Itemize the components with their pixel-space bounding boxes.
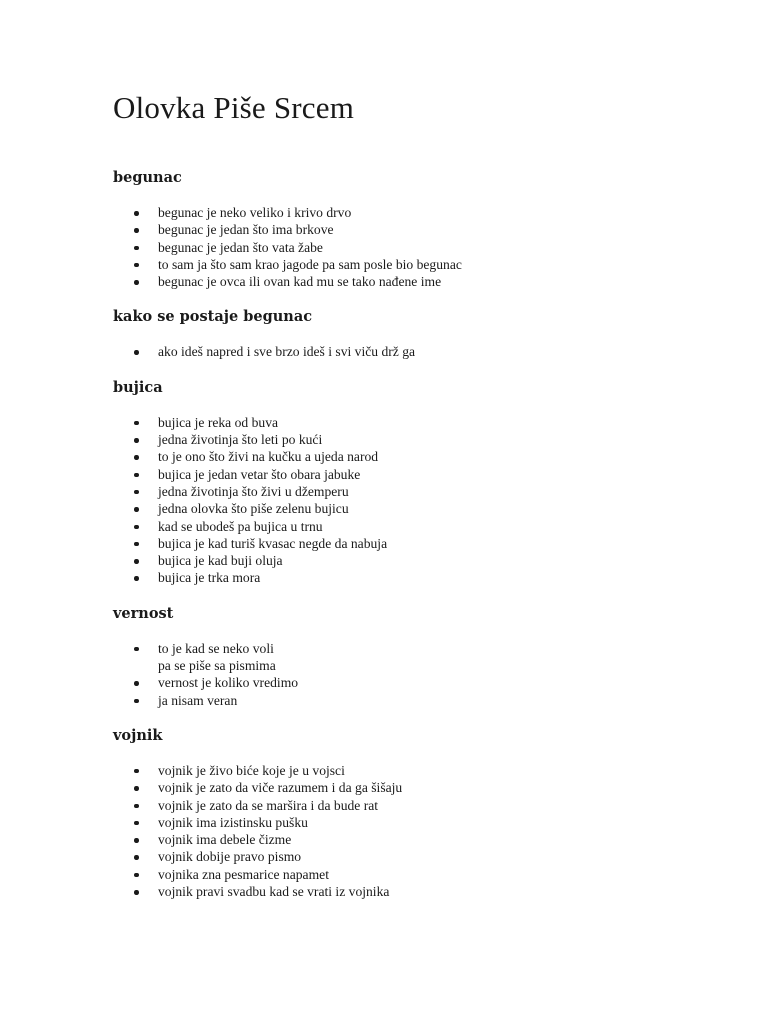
bullet-dot-icon	[134, 525, 139, 530]
list-item	[113, 343, 713, 360]
list-item	[113, 797, 713, 814]
section-heading: vernost	[113, 604, 174, 622]
list-item-text: bujica je kad turiš kvasac negde da nabuja	[158, 535, 388, 551]
list-item-text: jedna životinja što živi u džemperu	[158, 483, 349, 499]
list-item-text: begunac je jedan što ima brkove	[158, 222, 334, 238]
list-item-text: vojnik je živo biće koje je u vojsci	[158, 762, 345, 778]
list-item-text: to je ono što živi na kučku a ujeda narod	[158, 449, 379, 465]
sections-container	[113, 168, 713, 900]
bullet-dot-icon	[134, 507, 139, 512]
bullet-dot-icon	[134, 821, 139, 826]
list-item	[113, 883, 713, 900]
list-item	[113, 535, 713, 552]
list-item-text: bujica je jedan vetar što obara jabuke	[158, 466, 361, 482]
list-item-text: jedna životinja što leti po kući	[158, 432, 323, 448]
list-item-text: vojnik je zato da se maršira i da bude rat	[158, 797, 379, 813]
list-item-text: jedna olovka što piše zelenu bujicu	[158, 501, 349, 517]
list-item-text: vojnik ima debele čizme	[158, 832, 292, 848]
bullet-list	[113, 640, 713, 709]
list-item	[113, 640, 713, 675]
bullet-dot-icon	[134, 438, 139, 443]
list-item	[113, 221, 713, 238]
list-item-text: vojnik ima izistinsku pušku	[158, 814, 308, 830]
list-item	[113, 779, 713, 796]
document-title: Olovka Piše Srcem	[113, 90, 355, 125]
list-item-text: vojnik je zato da viče razumem i da ga šišaju	[158, 780, 403, 796]
bullet-dot-icon	[134, 246, 139, 251]
list-item-text: to sam ja što sam krao jagode pa sam posle bio begunac	[158, 256, 462, 272]
document-page	[113, 86, 713, 917]
bullet-dot-icon	[134, 421, 139, 426]
list-item	[113, 256, 713, 273]
section-vernost	[113, 604, 713, 709]
bullet-dot-icon	[134, 873, 139, 878]
bullet-dot-icon	[134, 855, 139, 860]
bullet-dot-icon	[134, 350, 139, 355]
list-item-text: begunac je ovca ili ovan kad mu se tako nađene ime	[158, 274, 442, 290]
bullet-dot-icon	[134, 280, 139, 285]
list-item-text: vernost je koliko vredimo	[158, 675, 299, 691]
list-item	[113, 204, 713, 221]
list-item	[113, 518, 713, 535]
list-item	[113, 674, 713, 691]
section-begunac	[113, 168, 713, 290]
list-item	[113, 466, 713, 483]
list-item	[113, 414, 713, 431]
bullet-list	[113, 204, 713, 290]
list-item-text: begunac je jedan što vata žabe	[158, 239, 323, 255]
bullet-list	[113, 414, 713, 587]
bullet-dot-icon	[134, 786, 139, 791]
list-item	[113, 848, 713, 865]
list-item	[113, 762, 713, 779]
list-item-text: to je kad se neko voli	[158, 640, 274, 656]
list-item-text: ja nisam veran	[158, 692, 238, 708]
list-item-text: vojnik pravi svadbu kad se vrati iz vojnika	[158, 884, 390, 900]
list-item	[113, 569, 713, 586]
bullet-dot-icon	[134, 681, 139, 686]
list-item	[113, 431, 713, 448]
section-heading: vojnik	[113, 726, 163, 744]
bullet-dot-icon	[134, 647, 139, 652]
bullet-dot-icon	[134, 769, 139, 774]
section-heading: bujica	[113, 378, 163, 396]
bullet-dot-icon	[134, 890, 139, 895]
bullet-dot-icon	[134, 559, 139, 564]
bullet-list	[113, 343, 713, 360]
bullet-dot-icon	[134, 542, 139, 547]
list-item-text: vojnika zna pesmarice napamet	[158, 866, 329, 882]
list-item	[113, 831, 713, 848]
section-kako-se-postaje-begunac	[113, 307, 713, 360]
list-item-text: bujica je reka od buva	[158, 414, 279, 430]
list-item	[113, 483, 713, 500]
list-item-text: bujica je kad buji oluja	[158, 553, 283, 569]
bullet-dot-icon	[134, 838, 139, 843]
list-item	[113, 500, 713, 517]
list-item	[113, 814, 713, 831]
section-heading: kako se postaje begunac	[113, 308, 313, 326]
list-item-text: vojnik dobije pravo pismo	[158, 849, 302, 865]
list-item	[113, 552, 713, 569]
bullet-list	[113, 762, 713, 900]
bullet-dot-icon	[134, 211, 139, 216]
bullet-dot-icon	[134, 490, 139, 495]
list-item	[113, 239, 713, 256]
section-heading: begunac	[113, 169, 182, 186]
list-item	[113, 866, 713, 883]
list-item	[113, 448, 713, 465]
bullet-dot-icon	[134, 228, 139, 233]
bullet-dot-icon	[134, 455, 139, 460]
bullet-dot-icon	[134, 263, 139, 268]
section-vojnik	[113, 726, 713, 900]
list-item-text: begunac je neko veliko i krivo drvo	[158, 205, 352, 220]
list-item-text: kad se ubodeš pa bujica u trnu	[158, 518, 323, 534]
list-item	[113, 692, 713, 709]
bullet-dot-icon	[134, 699, 139, 704]
bullet-dot-icon	[134, 576, 139, 581]
bullet-dot-icon	[134, 804, 139, 809]
list-item-text: pa se piše sa pismima	[158, 658, 276, 674]
list-item-text: bujica je trka mora	[158, 570, 261, 586]
bullet-dot-icon	[134, 473, 139, 478]
section-bujica	[113, 378, 713, 587]
list-item-text: ako ideš napred i sve brzo ideš i svi viču drž ga	[158, 344, 416, 360]
list-item	[113, 273, 713, 290]
